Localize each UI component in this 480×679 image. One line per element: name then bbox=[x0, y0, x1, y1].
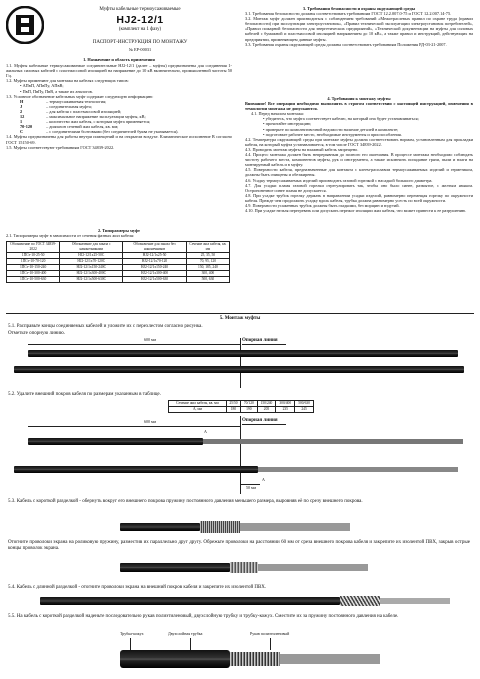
legend-key: 1 bbox=[20, 119, 23, 125]
sizes-header-cell: Обозначение для заказа без наконечников bbox=[123, 242, 187, 252]
strip-section-cell: 500/630 bbox=[295, 401, 314, 407]
paragraph-1-1: 1.1. Муфты кабельные термоусаживаемые соединительные HJ2-12/1 (далее – муфты) предназначены для соединения 1-жильных силовых кабелей с пластмассовой изоляцией на напряжение до 10 кВ включительно, промышленной частоты 50 Гц. bbox=[6, 63, 234, 79]
paragraph-2-1: 2.1. Типоразмеры муфт в зависимости от сечения фазных жил кабеля: bbox=[6, 233, 135, 239]
paragraph-4-4: 4.4. Процесс монтажа должен быть непрерывным до полного его окончания. В процессе монтажа необходимо соблюдать чистоту рабочего места, компонентов муфты, рук и инструмента, а также исключить попадание грязи, пыли и влаги на монтируемый кабель и в муфту. bbox=[245, 152, 475, 168]
section-4 bbox=[245, 96, 473, 213]
product-model: HJ2-12/1 bbox=[116, 14, 164, 26]
designation-legend bbox=[6, 99, 232, 135]
reference-line-label: Опорная линия bbox=[242, 338, 278, 343]
cable-top bbox=[28, 350, 458, 357]
screen-wires bbox=[200, 521, 240, 533]
spring-5-5 bbox=[230, 652, 280, 666]
constant-force-spring bbox=[230, 562, 258, 573]
leader-1 bbox=[130, 638, 131, 650]
label-kozhukh: Трубка-кожух bbox=[120, 631, 144, 636]
step-5-1: 5.1. Расправьте концы соединяемых кабелей и уложите их с перехлестом согласно рисунка. bbox=[8, 324, 203, 329]
legend-key: J bbox=[20, 103, 23, 109]
sizes-cell: HJ2-12/1х150-240 bbox=[123, 264, 187, 270]
sizes-cell: 500, 630 bbox=[186, 276, 229, 282]
strip-value-cell: 205 bbox=[257, 407, 276, 413]
cable-top-core bbox=[203, 439, 463, 444]
strip-value-cell: 245 bbox=[295, 407, 314, 413]
sizes-cell: 1ПСт-10-300-400 bbox=[7, 270, 60, 276]
cable-jacket-b bbox=[120, 563, 230, 572]
cable-core bbox=[240, 523, 350, 531]
paragraph-4-10: 4.10. При усадке нельзя перегревать или допускать пережог изоляции жил кабеля, что может привести к ее разрушению. bbox=[245, 208, 467, 214]
section-3-title: 3. Требования безопасности и охраны окружающей среды bbox=[302, 6, 416, 11]
legend-key: 2 bbox=[20, 108, 23, 114]
figure-5-2 bbox=[0, 416, 480, 496]
sizes-cell: HJ2-12/1х70-120 bbox=[123, 258, 187, 264]
sizes-cell: HJ2-12/1х500-630С bbox=[60, 276, 123, 282]
step-5-3-continued: Отогните проволоки экрана на роликовую пружину, разместив их параллельно друг другу. Обрежьте проволоки на расстоянии 60 мм от среза внешнего покрова кабеля и закрепите их изолентой ПВХ, закрыв острые концы проволок экрана. bbox=[8, 540, 472, 551]
bullet-4: • подготовьте рабочее место, необходимые инструменты и приспособления. bbox=[263, 131, 402, 137]
reference-line-label-2: Опорная линия bbox=[242, 418, 278, 423]
strip-section-cell: 300/400 bbox=[276, 401, 295, 407]
cable-top-jacket bbox=[28, 438, 203, 445]
product-subtitle: Муфты кабельные термоусаживаемые bbox=[99, 7, 181, 12]
sizes-cell: 150, 185, 240 bbox=[186, 264, 229, 270]
paragraph-4-7: 4.7. Для усадки пламя газовой горелки отрегулировать так, чтобы оно было синее, размытое, с желтым языком. Острононечное синее пламя не допускается. bbox=[245, 182, 475, 193]
section-1 bbox=[6, 57, 232, 150]
strip-table-head-label: Сечение жил кабеля, кв. мм bbox=[169, 401, 227, 407]
table-row bbox=[7, 276, 230, 282]
paragraph-4-5: 4.5. Поверхности кабеля, предназначенные для контакта с клеем-расплавом термоусаживаемых изделий и герметиком, должны быть очищены и обезжирены. bbox=[245, 167, 475, 178]
step-5-1-note: Отметьте опорную линию. bbox=[8, 331, 65, 336]
legend-value: – диапазон сечений жил кабеля, кв. мм; bbox=[46, 124, 119, 130]
cable-bottom-jacket bbox=[14, 466, 258, 473]
step-5-2: 5.2. Удалите внешний покров кабеля по размерам указанным в таблице. bbox=[8, 392, 161, 397]
sizes-cell: HJ2-12/1х150-240С bbox=[60, 264, 123, 270]
paragraph-4-9: 4.9. Поверхности усаженных трубок должны быть гладкими, без морщин и вздутий. bbox=[245, 202, 400, 208]
cable-core-long bbox=[380, 598, 450, 604]
reference-underline-2 bbox=[242, 424, 286, 425]
legend-value: – термоусаживаемая технология; bbox=[46, 98, 107, 104]
section-divider bbox=[6, 313, 474, 314]
section-5-title: 5. Монтаж муфты bbox=[219, 316, 261, 321]
section-2 bbox=[6, 228, 232, 283]
dim-600-line bbox=[28, 344, 240, 345]
figure-5-3b bbox=[120, 558, 380, 578]
dim-600-label-2: 600 мм bbox=[143, 419, 157, 424]
cable-core-b bbox=[258, 564, 368, 571]
paragraph-3-3: 3.3. Требования охраны окружающей среды должны соответствовать требованиям Положения РД-03-21-2007. bbox=[245, 41, 447, 47]
dim-a-label-bottom: A bbox=[262, 477, 265, 482]
paragraph-1-4: 1.4. Муфты предназначены для работы внутри помещений и на открытом воздухе. Климатическое исполнение В согласно ГОСТ 15150-69. bbox=[6, 134, 234, 145]
leader-2 bbox=[190, 638, 191, 650]
section-3 bbox=[245, 6, 473, 47]
sizes-table bbox=[6, 241, 230, 282]
strip-section-cell: 25/50 bbox=[226, 401, 240, 407]
section-1-title: 1. Назначение и область применения bbox=[83, 57, 155, 62]
figure-5-5 bbox=[120, 632, 420, 676]
strip-section-cell: 70/120 bbox=[241, 401, 258, 407]
cable-core-5-5 bbox=[280, 654, 380, 664]
bullet-3: • проверьте по комплектовочной ведомости наличие деталей в комплекте; bbox=[263, 126, 399, 132]
sizes-cell: HJ2-12/1х70-120С bbox=[60, 258, 123, 264]
sizes-cell: HJ2-12/1х25-50С bbox=[60, 252, 123, 258]
sizes-cell: 70, 95, 120 bbox=[186, 258, 229, 264]
doc-number: № ЕР-00031 bbox=[128, 47, 152, 52]
sizes-cell: HJ2-12/1х25-50 bbox=[123, 252, 187, 258]
legend-value: – максимальное напряжение эксплуатации муфты, кВ; bbox=[46, 114, 146, 120]
sizes-cell: HJ2-12/1х300-400 bbox=[123, 270, 187, 276]
paragraph-4-6: 4.6. Усадку термоусаживаемых изделий производить газовой горелкой с насадкой большого диаметра. bbox=[245, 177, 433, 183]
warning-text: Внимание! Все операции необходимо выполнять в строгом соответствии с настоящей инструкцией, изменения в технологии монтажа не допускаются. bbox=[245, 101, 475, 112]
legend-value: – соединительная муфта; bbox=[46, 103, 92, 109]
reference-line-2 bbox=[240, 416, 241, 494]
strip-value-cell: 180 bbox=[226, 407, 240, 413]
bullet-2: • прочитайте инструкцию; bbox=[263, 121, 312, 127]
sizes-cell: 300, 400 bbox=[186, 270, 229, 276]
paragraph-4-2: 4.2. Температура окружающей среды при монтаже муфты должна соответствовать нормам, установленным для прокладки кабеля, на который муфта устанавливается, в том числе ГОСТ 34839-2022. bbox=[245, 136, 475, 147]
step-5-5: 5.5. На кабель с короткой разделкой наденьте последовательно рукав полиэтиленовый, двухслойную трубку и трубку-кожух. Сместите их за пружину постоянного давления на кабеле. bbox=[8, 614, 399, 619]
figure-5-4 bbox=[40, 593, 460, 609]
dim-a-label-top: A bbox=[204, 429, 207, 434]
sizes-cell: 1ПСт-10-500-630 bbox=[7, 276, 60, 282]
kit-note: (комплект на 1 фазу) bbox=[118, 27, 162, 32]
legend-key: 70-120 bbox=[20, 124, 33, 130]
folded-wires bbox=[340, 596, 380, 606]
cable-jacket bbox=[120, 523, 200, 531]
section-4-title: 4. Требования к монтажу муфты bbox=[327, 96, 391, 101]
doc-title: ПАСПОРТ-ИНСТРУКЦИЯ ПО МОНТАЖУ bbox=[92, 40, 188, 45]
figure-5-3 bbox=[120, 517, 360, 537]
legend-value: – для кабеля с пластмассовой изоляцией; bbox=[46, 108, 122, 114]
sizes-cell: 1ПСт-10-70-120 bbox=[7, 258, 60, 264]
dim-600-line-2 bbox=[28, 426, 240, 427]
leader-3 bbox=[270, 638, 271, 650]
paragraph-3-2: 3.2. Монтаж муфт должен производиться с соблюдением требований «Межотраслевых правил по охране труда (правил безопасности) при эксплуатации электроустановок», «Правил технической эксплуатации электроустановок потребителей», «Правил пожарной безопасности для энергетических предприятий», «Технической документации на муфты для силовых кабелей с бумажной и пластмассовой изоляцией напряжением до 10 кВ», а также правил и инструкций, действующих на предприятии, применяющем данные муфты. bbox=[245, 16, 475, 42]
paragraph-3-1: 3.1. Требования безопасности должны соответствовать требованиям ГОСТ 12.2.007.0-75 и ГОСТ 12.2.007.14-75. bbox=[245, 11, 452, 17]
strip-section-cell: 150/240 bbox=[257, 401, 276, 407]
sizes-cell: HJ2-12/1х500-630 bbox=[123, 276, 187, 282]
reference-underline bbox=[242, 344, 286, 345]
cable-types-1: • АПвП, АПвПу, АПвВ; bbox=[20, 83, 64, 89]
dim-50-label: 50 мм bbox=[246, 485, 257, 490]
brand-logo bbox=[6, 6, 44, 44]
label-rukav: Рукав полиэтиленовый bbox=[250, 631, 290, 636]
reference-line bbox=[240, 338, 241, 388]
sizes-cell: 1ПСт-10-25-50 bbox=[7, 252, 60, 258]
sizes-cell: 1ПСт-10-150-240 bbox=[7, 264, 60, 270]
cable-jacket-long bbox=[40, 597, 340, 605]
strip-value-cell: 190 bbox=[241, 407, 258, 413]
paragraph-1-3: 1.3. Условное обозначение кабельных муфт содержит следующую информацию: bbox=[6, 93, 154, 99]
dim-600-label: 600 мм bbox=[143, 337, 157, 342]
cable-bottom bbox=[14, 366, 464, 373]
figure-5-1 bbox=[0, 338, 480, 390]
legend-key: С bbox=[20, 129, 24, 135]
step-5-4: 5.4. Кабель с длинной разделкой - отогните проволоки экрана на внешний покров кабеля и закрепите их изолентой ПВХ. bbox=[8, 585, 267, 590]
paragraph-4-3: 4.3. Проводить монтаж муфты на влажный кабель запрещено. bbox=[245, 146, 359, 152]
sizes-cell: HJ2-12/1х300-400С bbox=[60, 270, 123, 276]
legend-key: 12 bbox=[20, 114, 25, 120]
cable-types-2: • ПвП, ПвПу, ПвВ, а также их аналогов. bbox=[20, 88, 93, 94]
sizes-cell: 25, 35, 50 bbox=[186, 252, 229, 258]
cable-bottom-core bbox=[258, 467, 458, 472]
legend-key: Н bbox=[20, 98, 24, 104]
sizes-header-cell: Обозначение по ГОСТ 34839-2022 bbox=[7, 242, 60, 252]
step-5-3: 5.3. Кабель с короткой разделкой - обернуть вокруг его внешнего покрова пружину постоянного давления меньшего размера, выровняв её по срезу внешнего покрова. bbox=[8, 499, 363, 504]
paragraph-1-2: 1.2. Муфты применяют для монтажа на кабелях следующих типов: bbox=[6, 78, 129, 84]
legend-value: – с соединителями болтовыми (без соединителей буква не указывается). bbox=[46, 129, 179, 135]
paragraph-4-1: 4.1. Перед началом монтажа: bbox=[251, 111, 305, 117]
strip-table-row-label: А, мм bbox=[169, 407, 227, 413]
paragraph-1-5: 1.5. Муфты соответствуют требованиям ГОСТ 34839-2022. bbox=[6, 144, 115, 150]
tube-stack bbox=[120, 650, 230, 668]
section-2-title: 2. Типоразмеры муфт bbox=[97, 228, 141, 233]
paragraph-4-8: 4.8. При усадке трубок горелку держать в направлении усадки изделий, равномерно перемещая горелку по окружности кабеля. Прежде чем продолжить усадку вдоль кабеля, трубка должна равномерно усесть по всей окружности. bbox=[245, 192, 475, 203]
strip-value-cell: 235 bbox=[276, 407, 295, 413]
legend-value: – количество жил кабеля, с которым муфта применяется; bbox=[46, 119, 151, 125]
label-dvusloy: Двухслойная трубка bbox=[168, 631, 203, 636]
sizes-header-cell: Сечение жил кабеля, кв. мм bbox=[186, 242, 229, 252]
sizes-header-cell: Обозначение для заказа с наконечниками bbox=[60, 242, 123, 252]
strip-length-table bbox=[168, 400, 314, 413]
bullet-1: • убедитесь, что муфта соответствует кабелю, на который она будет устанавливаться; bbox=[263, 116, 419, 122]
